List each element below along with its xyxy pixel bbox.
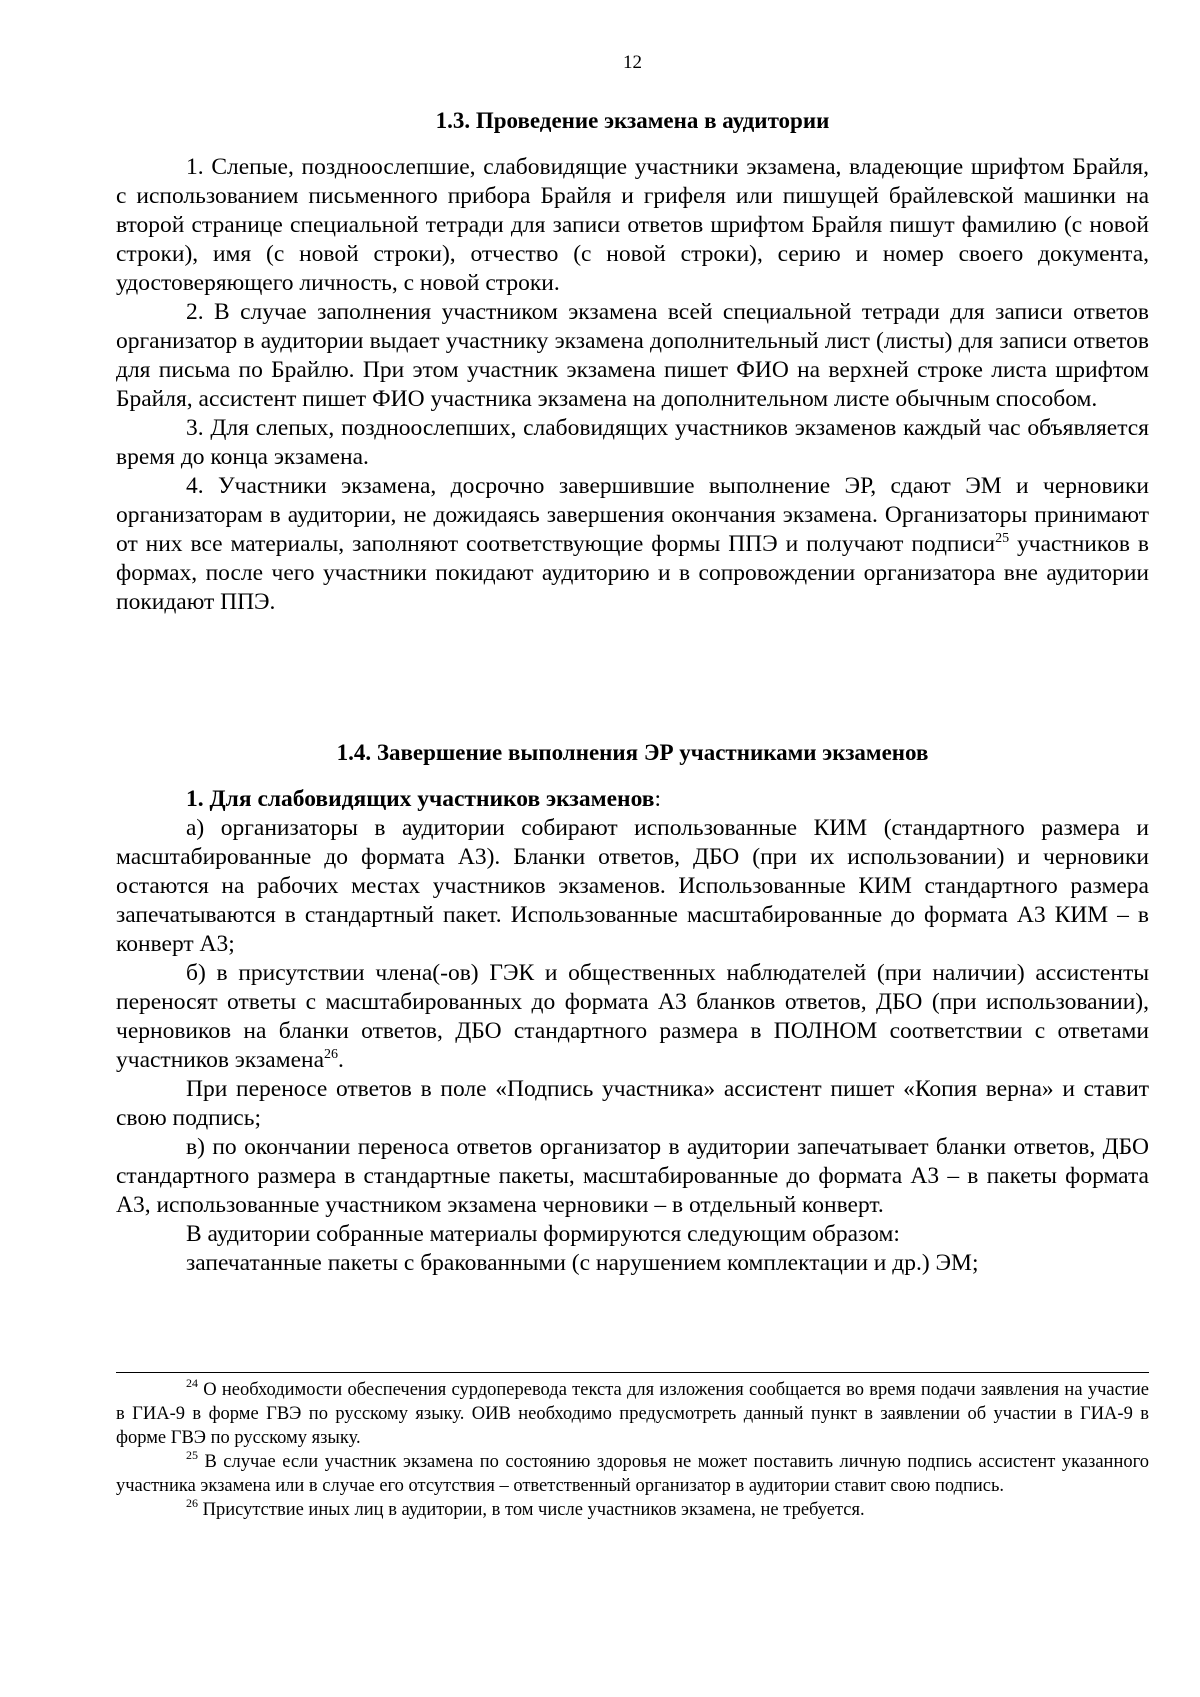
list-heading	[116, 785, 1149, 814]
section-body-1-3	[116, 153, 1149, 617]
paragraph-1: 1. Слепые, поздноослепшие, слабовидящие участники экзамена, владеющие шрифтом Брайля, с использованием письменного прибора Брайля и грифеля или пишущей брайлевской машинки на второй странице специальной тетради для записи ответов шрифтом Брайля пишут фамилию (с новой строки), имя (с новой строки), отчество (с новой строки), серию и номер своего документа, удостоверяющего личность, с новой строки.	[116, 154, 1149, 296]
formed-line-1: В аудитории собранные материалы формируются следующим образом:	[186, 1221, 900, 1247]
footnote-25-text: В случае если участник экзамена по состоянию здоровья не может поставить личную подпись ассистент указанного участника экзамена или в случае его отсутствия – ответственный организатор в аудитории ставит свою подпись.	[116, 1452, 1149, 1496]
paragraph-4	[116, 472, 1149, 617]
section-body-1-4	[116, 785, 1149, 1278]
page-number: 12	[623, 52, 642, 73]
footnote-25-number: 25	[186, 1448, 198, 1462]
footnote-26-number: 26	[186, 1496, 198, 1510]
footnote-separator	[116, 1372, 1149, 1373]
list-heading-colon: :	[654, 786, 661, 812]
item-b-end: .	[338, 1047, 344, 1073]
footnote-26-text: Присутствие иных лиц в аудитории, в том числе участников экзамена, не требуется.	[198, 1500, 865, 1520]
transfer-paragraph: При переносе ответов в поле «Подпись участника» ассистент пишет «Копия верна» и ставит свою подпись;	[116, 1076, 1149, 1131]
footnote-24	[116, 1378, 1149, 1450]
footnote-26	[116, 1498, 1149, 1522]
footnote-24-number: 24	[186, 1376, 198, 1390]
item-a: а) организаторы в аудитории собирают использованные КИМ (стандартного размера и масштабированные до формата А3). Бланки ответов, ДБО (при их использовании) и черновики остаются на рабочих местах участников экзаменов. Использованные КИМ стандартного размера запечатываются в стандартный пакет. Использованные масштабированные до формата А3 КИМ – в конверт А3;	[116, 815, 1149, 957]
list-heading-bold: 1. Для слабовидящих участников экзаменов	[186, 786, 655, 812]
section-heading-1-3: 1.3. Проведение экзамена в аудитории	[435, 108, 830, 133]
item-c: в) по окончании переноса ответов организатор в аудитории запечатывает бланки ответов, ДБО стандартного размера в стандартные пакеты, масштабированные до формата А3 – в пакеты формата А3, использованные участником экзамена черновики – в отдельный конверт.	[116, 1134, 1149, 1218]
paragraph-2: 2. В случае заполнения участником экзамена всей специальной тетради для записи ответов организатор в аудитории выдает участнику экзамена дополнительный лист (листы) для записи ответов для письма по Брайлю. При этом участник экзамена пишет ФИО на верхней строке листа шрифтом Брайля, ассистент пишет ФИО участника экзамена на дополнительном листе обычным способом.	[116, 299, 1149, 412]
footnote-ref-25: 25	[995, 531, 1010, 546]
paragraph-4-text-end: участников в формах, после чего участники покидают аудиторию и в сопровождении организатора вне аудитории покидают ППЭ.	[116, 531, 1149, 615]
item-b	[116, 959, 1149, 1075]
item-b-text: б) в присутствии члена(-ов) ГЭК и общественных наблюдателей (при наличии) ассистенты переносят ответы с масштабированных до формата А3 бланков ответов, ДБО (при использовании), черновиков на бланки ответов, ДБО стандартного размера в ПОЛНОМ соответствии с ответами участников экзамена	[116, 960, 1149, 1073]
formed-line-2: запечатанные пакеты с бракованными (с нарушением комплектации и др.) ЭМ;	[186, 1250, 979, 1276]
footnotes	[116, 1378, 1149, 1522]
footnote-24-text: О необходимости обеспечения сурдоперевода текста для изложения сообщается во время подачи заявления на участие в ГИА-9 в форме ГВЭ по русскому языку. ОИВ необходимо предусмотреть данный пункт в заявлении об участии в ГИА-9 в форме ГВЭ по русскому языку.	[116, 1380, 1149, 1448]
footnote-25	[116, 1450, 1149, 1498]
paragraph-3: 3. Для слепых, поздноослепших, слабовидящих участников экзаменов каждый час объявляется время до конца экзамена.	[116, 415, 1149, 470]
paragraph-4-text-start: 4. Участники экзамена, досрочно завершившие выполнение ЭР, сдают ЭМ и черновики организаторам в аудитории, не дожидаясь завершения окончания экзамена. Организаторы принимают от них все материалы, заполняют соответствующие формы ППЭ и получают подписи	[116, 473, 1149, 557]
footnote-ref-26: 26	[324, 1047, 339, 1062]
section-heading-1-4: 1.4. Завершение выполнения ЭР участниками экзаменов	[336, 740, 929, 765]
